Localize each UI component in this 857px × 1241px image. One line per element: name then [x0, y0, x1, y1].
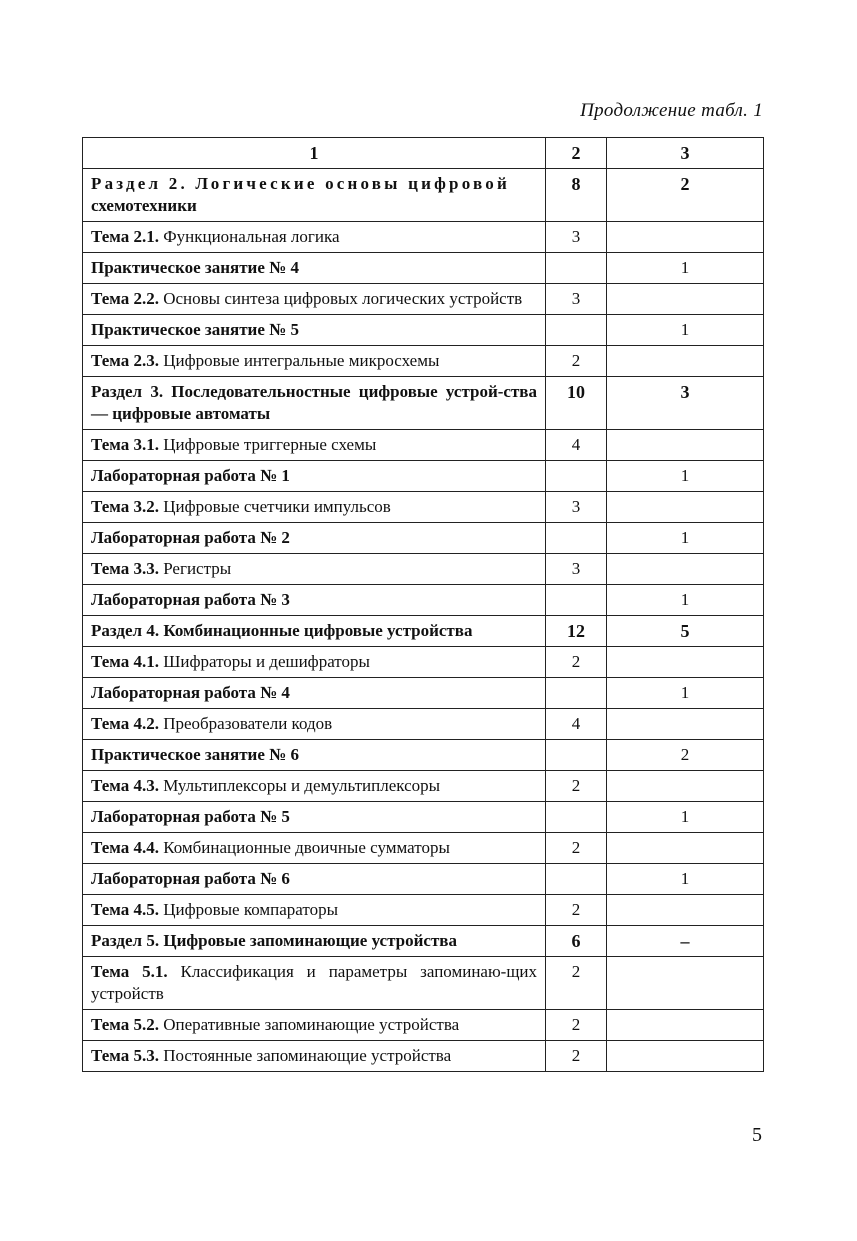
topic-row: [83, 771, 764, 802]
section-row: [83, 926, 764, 957]
row-title-cell: [83, 377, 546, 430]
row-title-cell: [83, 771, 546, 802]
row-title-cell: [83, 523, 546, 554]
row-title-cell: [83, 864, 546, 895]
curriculum-table: [82, 137, 764, 1072]
section-2-title-lead: Раздел 2. Логические основы цифровой: [91, 174, 510, 193]
practical-hours-cell: 1: [607, 802, 764, 833]
row-title-cell: [83, 616, 546, 647]
topic-number: Тема 4.4.: [91, 838, 159, 857]
row-title-cell: [83, 554, 546, 585]
practical-hours-cell: 1: [607, 523, 764, 554]
activity-row: [83, 315, 764, 346]
practical-hours-cell: 1: [607, 585, 764, 616]
section-2-lab-hours: 2: [607, 169, 764, 222]
practical-hours-cell: [607, 895, 764, 926]
topic-row: [83, 346, 764, 377]
topic-number: Тема 4.3.: [91, 776, 159, 795]
row-title-cell: [83, 926, 546, 957]
row-title-cell: [83, 1010, 546, 1041]
practical-hours-cell: –: [607, 926, 764, 957]
topic-title: Шифраторы и дешифраторы: [163, 652, 370, 671]
topic-number: Тема 2.1.: [91, 227, 159, 246]
hours-cell: [546, 461, 607, 492]
topic-number: Тема 4.2.: [91, 714, 159, 733]
row-title-cell: [83, 346, 546, 377]
topic-title: Функциональная логика: [163, 227, 340, 246]
practical-hours-cell: 1: [607, 864, 764, 895]
activity-title: Практическое занятие № 5: [91, 320, 299, 339]
row-title-cell: [83, 678, 546, 709]
practical-hours-cell: 1: [607, 253, 764, 284]
practical-hours-cell: [607, 346, 764, 377]
row-title-cell: [83, 253, 546, 284]
activity-row: [83, 585, 764, 616]
practical-hours-cell: 5: [607, 616, 764, 647]
section-2-title: [83, 169, 546, 222]
section-2-hours: 8: [546, 169, 607, 222]
topic-number: Тема 5.2.: [91, 1015, 159, 1034]
practical-hours-cell: [607, 771, 764, 802]
topic-number: Тема 3.3.: [91, 559, 159, 578]
section-row: [83, 616, 764, 647]
row-title-cell: [83, 895, 546, 926]
topic-number: Тема 3.2.: [91, 497, 159, 516]
header-cell-3: 3: [607, 138, 764, 169]
practical-hours-cell: [607, 833, 764, 864]
hours-cell: 3: [546, 284, 607, 315]
activity-title: Практическое занятие № 6: [91, 745, 299, 764]
hours-cell: 3: [546, 492, 607, 523]
topic-row: [83, 647, 764, 678]
topic-row: [83, 284, 764, 315]
section-2-title-rest: схемотехники: [91, 196, 197, 215]
activity-row: [83, 253, 764, 284]
hours-cell: [546, 864, 607, 895]
topic-row: [83, 833, 764, 864]
activity-row: [83, 864, 764, 895]
row-title-cell: [83, 222, 546, 253]
topic-row: [83, 1041, 764, 1072]
topic-number: Тема 4.1.: [91, 652, 159, 671]
practical-hours-cell: [607, 1010, 764, 1041]
activity-title: Лабораторная работа № 3: [91, 590, 290, 609]
hours-cell: [546, 315, 607, 346]
practical-hours-cell: 3: [607, 377, 764, 430]
row-title-cell: [83, 709, 546, 740]
row-title-cell: [83, 647, 546, 678]
table-header-row: [83, 138, 764, 169]
hours-cell: 4: [546, 430, 607, 461]
practical-hours-cell: 1: [607, 461, 764, 492]
activity-row: [83, 678, 764, 709]
row-title-cell: [83, 315, 546, 346]
topic-row: [83, 554, 764, 585]
practical-hours-cell: 2: [607, 740, 764, 771]
activity-title: Лабораторная работа № 4: [91, 683, 290, 702]
activity-row: [83, 740, 764, 771]
activity-title: Лабораторная работа № 5: [91, 807, 290, 826]
row-title-cell: [83, 1041, 546, 1072]
hours-cell: 2: [546, 833, 607, 864]
topic-number: Тема 3.1.: [91, 435, 159, 454]
hours-cell: 3: [546, 222, 607, 253]
hours-cell: 12: [546, 616, 607, 647]
topic-row: [83, 222, 764, 253]
activity-title: Практическое занятие № 4: [91, 258, 299, 277]
hours-cell: 10: [546, 377, 607, 430]
practical-hours-cell: 1: [607, 315, 764, 346]
hours-cell: 4: [546, 709, 607, 740]
topic-title: Постоянные запоминающие устройства: [163, 1046, 452, 1065]
hours-cell: [546, 740, 607, 771]
hours-cell: 3: [546, 554, 607, 585]
hours-cell: 2: [546, 1041, 607, 1072]
topic-row: [83, 430, 764, 461]
hours-cell: 2: [546, 771, 607, 802]
practical-hours-cell: [607, 284, 764, 315]
topic-row: [83, 492, 764, 523]
row-title-cell: [83, 284, 546, 315]
topic-title: Основы синтеза цифровых логических устройств: [163, 289, 523, 308]
hours-cell: [546, 253, 607, 284]
practical-hours-cell: [607, 554, 764, 585]
section-title: Раздел 3. Последовательностные цифровые устрой-ства — цифровые автоматы: [91, 382, 537, 423]
practical-hours-cell: [607, 222, 764, 253]
topic-title: Преобразователи кодов: [163, 714, 333, 733]
topic-number: Тема 2.3.: [91, 351, 159, 370]
practical-hours-cell: [607, 1041, 764, 1072]
hours-cell: [546, 585, 607, 616]
topic-title: Цифровые триггерные схемы: [163, 435, 377, 454]
activity-title: Лабораторная работа № 6: [91, 869, 290, 888]
section-title: Раздел 4. Комбинационные цифровые устройства: [91, 621, 473, 640]
topic-title: Цифровые компараторы: [163, 900, 339, 919]
topic-title: Комбинационные двоичные сумматоры: [163, 838, 450, 857]
practical-hours-cell: [607, 430, 764, 461]
activity-title: Лабораторная работа № 2: [91, 528, 290, 547]
row-title-cell: [83, 802, 546, 833]
practical-hours-cell: [607, 957, 764, 1010]
section-title: Раздел 5. Цифровые запоминающие устройства: [91, 931, 457, 950]
hours-cell: 6: [546, 926, 607, 957]
topic-title: Регистры: [163, 559, 232, 578]
topic-title: Оперативные запоминающие устройства: [163, 1015, 460, 1034]
header-cell-1: 1: [83, 138, 546, 169]
topic-row: [83, 1010, 764, 1041]
topic-number: Тема 4.5.: [91, 900, 159, 919]
row-title-cell: [83, 585, 546, 616]
hours-cell: [546, 678, 607, 709]
topic-row: [83, 709, 764, 740]
hours-cell: [546, 523, 607, 554]
topic-row: [83, 957, 764, 1010]
row-title-cell: [83, 492, 546, 523]
hours-cell: 2: [546, 895, 607, 926]
header-cell-2: 2: [546, 138, 607, 169]
section-row: [83, 377, 764, 430]
activity-title: Лабораторная работа № 1: [91, 466, 290, 485]
topic-number: Тема 5.1.: [91, 962, 168, 981]
hours-cell: [546, 802, 607, 833]
section-row: [83, 169, 764, 222]
topic-number: Тема 5.3.: [91, 1046, 159, 1065]
topic-title: Цифровые интегральные микросхемы: [163, 351, 440, 370]
row-title-cell: [83, 957, 546, 1010]
table-continuation-caption: Продолжение табл. 1: [580, 100, 763, 121]
row-title-cell: [83, 461, 546, 492]
hours-cell: 2: [546, 346, 607, 377]
topic-title: Мультиплексоры и демультиплексоры: [163, 776, 441, 795]
row-title-cell: [83, 833, 546, 864]
activity-row: [83, 802, 764, 833]
activity-row: [83, 461, 764, 492]
activity-row: [83, 523, 764, 554]
hours-cell: 2: [546, 1010, 607, 1041]
page-number: 5: [752, 1124, 762, 1146]
hours-cell: 2: [546, 647, 607, 678]
hours-cell: 2: [546, 957, 607, 1010]
topic-row: [83, 895, 764, 926]
practical-hours-cell: [607, 709, 764, 740]
row-title-cell: [83, 430, 546, 461]
topic-title: Цифровые счетчики импульсов: [163, 497, 391, 516]
practical-hours-cell: 1: [607, 678, 764, 709]
topic-number: Тема 2.2.: [91, 289, 159, 308]
row-title-cell: [83, 740, 546, 771]
topic-title: Классификация и параметры запоминаю-щих устройств: [91, 962, 538, 1003]
practical-hours-cell: [607, 492, 764, 523]
practical-hours-cell: [607, 647, 764, 678]
